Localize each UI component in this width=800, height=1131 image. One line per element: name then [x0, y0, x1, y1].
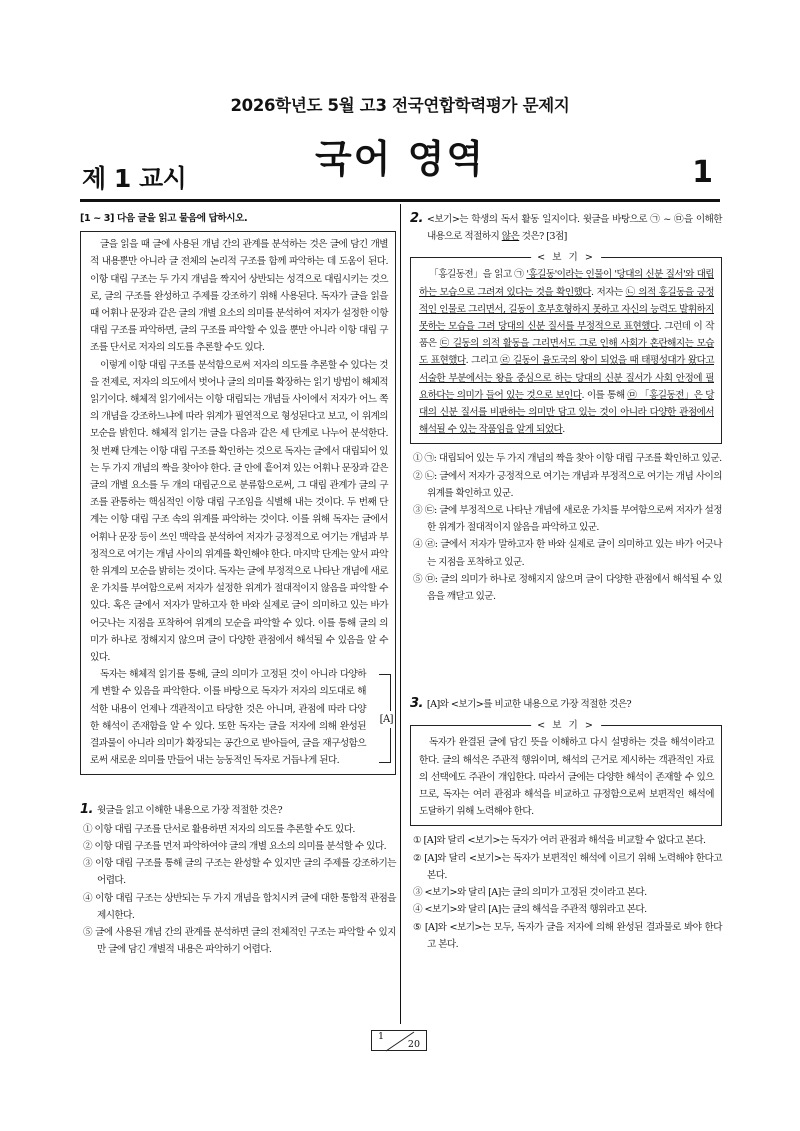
page-number: 1	[692, 155, 713, 190]
q2-option-2[interactable]: ② ㉡: 글에서 저자가 긍정적으로 여기는 개념과 부정적으로 여기는 개념 사이의 위계를 확인하고 있군.	[413, 470, 722, 499]
question-3-number: 3.	[410, 696, 423, 712]
passage-paragraph-1: 글을 읽을 때 글에 사용된 개념 간의 관계를 분석하는 것은 글에 담긴 개별적 내용뿐만 아니라 글 전체의 논리적 구조를 함께 파악하는 데 도움이 된다. 이항 대립 구조는 두 가지 개념을 짝지어 상반되는 성격으로 대립시키는 것으로, 글의 구조를 완성하고 주제를 강조하기 위해 사용된다. 독자가 글을 읽을 때 어휘나 문장과 같은 글의 개별 요소의 의미를 분석하여 저자가 설정한 이항 대립 구조를 파악하면, 글의 구조를 파악할 수 있을 뿐만 아니라 이항 대립 구조를 단서로 저자의 의도를 추론할 수도 있다.	[90, 239, 388, 354]
q3-option-3[interactable]: ③ <보기>와 달리 [A]는 글의 의미가 고정된 것이라고 본다.	[413, 887, 647, 899]
bogi-text-segment: 「홍길동전」을 읽고 ㉠	[429, 269, 527, 281]
question-3-options	[410, 832, 722, 952]
bogi-underlined-segment: ㉢ 길동의 의적 활동을 그리면서도 그로 인해 사회가 혼란해지는 모습도 표현했다	[419, 338, 715, 367]
bogi-underlined-segment: ㉡ 의적 홍길동을 긍정적인 인물로 그리면서, 길동이 호부호형하지 못하고 자신의 능력도 발휘하지 못하는 모습을 그려 당대의 신분 질서를 부정적으로 표현했다	[419, 286, 715, 333]
exam-title: 2026학년도 5월 고3 전국연합학력평가 문제지	[230, 96, 570, 115]
q2-option-1[interactable]: ① ㉠: 대립되어 있는 두 가지 개념의 짝을 찾아 이항 대립 구조를 확인하고 있군.	[413, 453, 722, 465]
bogi-label: < 보 기 >	[531, 249, 601, 266]
passage-paragraph-2: 이렇게 이항 대립 구조를 분석함으로써 저자의 의도를 추론할 수 있다는 것을 전제로, 저자의 의도에서 벗어나 글의 의미를 확장하는 읽기 방법이 해체적 읽기이다. 해체적 읽기에서는 이항 대립되는 개념들 사이에서 저자가 어느 쪽의 개념을 강조하느냐에 따라 위계가 필연적으로 형성된다고 보고, 이 위계의 모순을 밝힌다. 해체적 읽기는 글을 다음과 같은 세 단계로 나누어 분석한다. 첫 번째 단계는 이항 대립 구조를 확인하는 것으로 독자는 글에서 대립되어 있는 두 가지 개념의 짝을 찾아야 한다. 글 안에 흩어져 있는 어휘나 문장과 같은 글의 개별 요소를 두 개의 대립군으로 분류함으로써, 그 대립 관계가 글의 구조를 관통하는 핵심적인 이항 대립 구조임을 식별해 내는 것이다. 두 번째 단계는 이항 대립 구조 속의 위계를 파악하는 것이다. 이를 위해 독자는 글에서 어휘나 문장 등이 쓰인 맥락을 분석하여 저자가 긍정적으로 여기는 개념과 부정적으로 여기는 개념 사이의 위계를 확인해야 한다. 마지막 단계는 앞서 파악한 위계의 모순을 밝히는 것이다. 독자는 글에 부정적으로 나타난 개념에 새로운 가치를 부여함으로써 저자가 설정한 위계가 절대적이지 않음을 파악할 수 있다. 혹은 글에서 저자가 말하고자 한 바와 실제로 글이 의미하고 있는 바가 어긋나는 지점을 포착하여 위계의 모순을 파악할 수 있다. 이를 통해 글의 의미가 하나로 정해지지 않으며 글이 다양한 관점에서 해석될 수 있음을 알 수 있다.	[90, 359, 388, 664]
q3-option-2[interactable]: ② [A]와 달리 <보기>는 독자가 보편적인 해석에 이르기 위해 노력해야 한다고 본다.	[413, 852, 722, 881]
bogi-text-segment: . 그런데 이 작품은	[419, 321, 715, 350]
question-1-text: 윗글을 읽고 이해한 내용으로 가장 적절한 것은?	[96, 804, 283, 816]
section-a-label: [A]	[379, 711, 394, 728]
question-3-text: [A]와 <보기>를 비교한 내용으로 가장 적절한 것은?	[426, 699, 632, 711]
question-1-stem	[80, 801, 396, 819]
bogi-underlined-segment: ㉤ 「홍길동전」은 당대의 신분 질서를 비판하는 의미만 담고 있는 것이 아니라 다양한 관점에서 해석될 수 있는 작품임을 알게 되었다	[419, 389, 714, 436]
question-2-text-b: 것은? [3점]	[519, 231, 567, 243]
passage-paragraph-3: 독자는 해체적 읽기를 통해, 글의 의미가 고정된 것이 아니라 다양하게 변할 수 있음을 파악한다. 이를 바탕으로 독자가 저자의 의도대로 해석한 내용이 언제나 객관적이고 타당한 것은 아니며, 관점에 따라 다양한 해석이 존재함을 알 수 있다. 또한 독자는 글을 저자에 의해 완성된 결과물이 아니라 의미가 확장되는 공간으로 받아들여, 글을 재구성함으로써 새로운 의미를 만들어 내는 능동적인 독자로 거듭나게 된다.	[90, 669, 366, 767]
left-column	[80, 210, 396, 958]
bogi-label: < 보 기 >	[531, 717, 601, 734]
q3-option-4[interactable]: ④ <보기>와 달리 [A]는 글의 해석을 주관적 행위라고 본다.	[413, 904, 647, 916]
reading-passage	[80, 231, 396, 774]
q2-option-5[interactable]: ⑤ ㉤: 글의 의미가 하나로 정해지지 않으며 글이 다양한 관점에서 해석될 수 있음을 깨닫고 있군.	[413, 573, 722, 603]
question-3-stem	[410, 695, 722, 713]
question-2-options	[410, 450, 722, 605]
question-2-text-a: <보기>는 학생의 독서 활동 일지이다. 윗글을 바탕으로 ㉠ ~ ㉤을 이해한 내용으로 적절하지	[426, 214, 722, 243]
period-label: 제 1 교시	[82, 164, 187, 193]
bogi-text-segment: . 저자는	[590, 286, 626, 298]
bogi-text-segment: . 이를 통해	[581, 389, 628, 401]
q2-option-4[interactable]: ④ ㉣: 글에서 저자가 말하고자 한 바와 실제로 글이 의미하고 있는 바가 어긋나는 지점을 포착하고 있군.	[413, 539, 722, 568]
question-2-emphasis: 않은	[501, 231, 520, 243]
question-2-number: 2.	[410, 211, 423, 226]
question-1-number: 1.	[80, 801, 93, 817]
bogi-2-text	[419, 266, 714, 438]
question-2-stem	[410, 210, 722, 245]
bogi-3-text: 독자가 완결된 글에 담긴 뜻을 이해하고 다시 설명하는 것을 해석이라고 한다. 글의 해석은 주관적 행위이며, 해석의 근거로 제시하는 객관적인 자료의 선택에도 주관이 개입한다. 따라서 글에는 다양한 해석이 존재할 수 있으므로, 독자는 여러 관점과 해석을 비교하고 규정함으로써 보편적인 해석에 도달하기 위해 노력해야 한다.	[419, 737, 714, 818]
q1-option-5[interactable]: ⑤ 글에 사용된 개념 간의 관계를 분석하면 글의 전체적인 구조는 파악할 수 있지만 글에 담긴 개별적 내용은 파악하기 어렵다.	[83, 926, 396, 956]
question-1	[80, 801, 396, 959]
subject-title: 국어 영역	[314, 137, 486, 181]
right-column	[410, 210, 722, 953]
bogi-underlined-segment: '홍길동'이라는 인물이 '당대의 신분 질서'와 대립하는 모습으로 그려져 있다는 것을 확인했다	[419, 269, 715, 298]
instruction: [1 ~ 3] 다음 글을 읽고 물음에 답하시오.	[80, 213, 248, 224]
question-3	[410, 695, 722, 953]
q3-option-1[interactable]: ① [A]와 달리 <보기>는 독자가 여러 관점과 해석을 비교할 수 없다고 본다.	[413, 835, 706, 847]
current-page: 1	[378, 1031, 385, 1042]
bogi-underlined-segment: ㉣ 길동이 율도국의 왕이 되었을 때 태평성대가 왔다고 서술한 부분에서는 왕을 중심으로 하는 당대의 신분 질서가 사회 안정에 필요하다는 의미가 들어 있는 것으로 보인다	[419, 355, 715, 401]
header-rule	[80, 199, 720, 202]
question-1-options	[80, 821, 396, 959]
question-2-bogi-box	[410, 252, 722, 444]
column-divider	[400, 204, 401, 1024]
q1-option-3[interactable]: ③ 이항 대립 구조를 통해 글의 구조는 완성할 수 있지만 글의 주제를 강조하기는 어렵다.	[83, 858, 396, 887]
q1-option-1[interactable]: ① 이항 대립 구조를 단서로 활용하면 저자의 의도를 추론할 수도 있다.	[83, 823, 355, 835]
q1-option-4[interactable]: ④ 이항 대립 구조는 상반되는 두 가지 개념을 합치시켜 글에 대한 통합적 관점을 제시한다.	[83, 892, 396, 921]
total-pages: 20	[407, 1039, 420, 1050]
question-2	[410, 210, 722, 605]
question-3-bogi-box	[410, 720, 722, 826]
page-indicator	[371, 1030, 427, 1051]
q3-option-5[interactable]: ⑤ [A]와 <보기>는 모두, 독자가 글을 저자에 의해 완성된 결과물로 봐야 한다고 본다.	[413, 921, 722, 950]
bogi-text-segment: .	[562, 424, 565, 436]
q2-option-3[interactable]: ③ ㉢: 글에 부정적으로 나타난 개념에 새로운 가치를 부여함으로써 저자가 설정한 위계가 절대적이지 않음을 파악하고 있군.	[413, 505, 722, 534]
bogi-text-segment: . 그리고	[465, 355, 501, 367]
blank-space	[410, 605, 722, 695]
q1-option-2[interactable]: ② 이항 대립 구조를 먼저 파악하여야 글의 개별 요소의 의미를 분석할 수 있다.	[83, 840, 387, 852]
